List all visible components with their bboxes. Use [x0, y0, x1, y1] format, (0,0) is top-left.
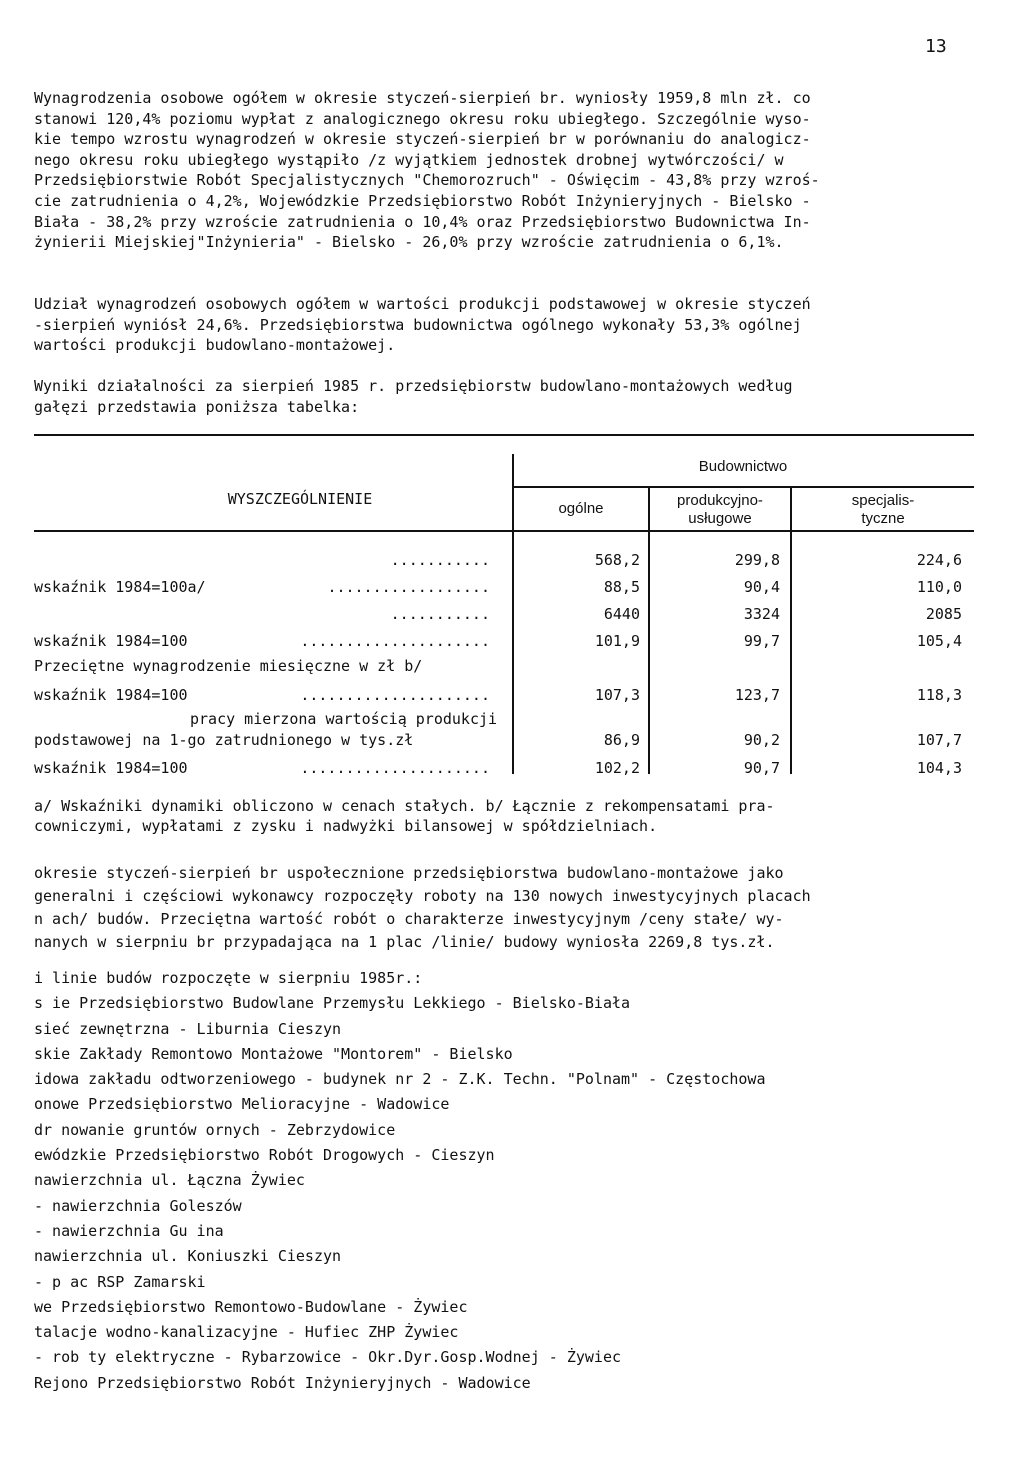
cell-value: 110,0	[916, 578, 962, 596]
cell-value: 224,6	[916, 551, 962, 569]
row-label: wskaźnik 1984=100	[34, 686, 188, 704]
cell-value: 86,9	[603, 731, 640, 749]
text-line: nanych w sierpniu br przypadająca na 1 plac /linie/ budowy wyniosła 2269,8 tys.zł.	[34, 933, 775, 951]
table-group-rule	[512, 486, 974, 488]
text-line: Wyniki działalności za sierpień 1985 r. przedsiębiorstw budowlano-montażowych według	[34, 377, 793, 395]
cell-value: 88,5	[603, 578, 640, 596]
text-line: we Przedsiębiorstwo Remontowo-Budowlane - Żywiec	[34, 1297, 468, 1316]
cell-value: 3324	[743, 605, 780, 623]
text-line: - nawierzchnia Gu ina	[34, 1221, 224, 1240]
text-line: stanowi 120,4% poziomu wypłat z analogicznego okresu roku ubiegłego. Szczególnie wyso-	[34, 109, 811, 128]
text-line: generalni i częściowi wykonawcy rozpoczęły roboty na 130 nowych inwestycyjnych placach	[34, 887, 811, 905]
text-line: sieć zewnętrzna - Liburnia Cieszyn	[34, 1019, 342, 1038]
cell-value: 105,4	[916, 632, 962, 650]
cell-value: 123,7	[734, 686, 780, 704]
text-line: - p ac RSP Zamarski	[34, 1272, 206, 1291]
text-line: żynierii Miejskiej"Inżynieria" - Bielsko - 26,0% przy wzroście zatrudnienia o 6,1%.	[34, 233, 784, 252]
header-produkcyjno-uslugowe: produkcyjno- usługowe	[677, 492, 763, 527]
text-line: talacje wodno-kanalizacyjne - Hufiec ZHP Żywiec	[34, 1323, 459, 1342]
cell-value: 90,7	[743, 759, 780, 777]
row-label: wskaźnik 1984=100	[34, 632, 188, 650]
page-number: 13	[925, 36, 947, 57]
row-label: podstawowej na 1-go zatrudnionego w tys.zł	[34, 731, 414, 749]
header-wyszczegolnienie: WYSZCZEGÓLNIENIE	[227, 490, 373, 508]
text-line: n ach/ budów. Przeciętna wartość robót o charakterze inwestycyjnym /ceny stałe/ wy-	[34, 910, 784, 928]
row-leader-dots: .....................	[300, 686, 490, 704]
cell-value: 104,3	[916, 759, 962, 777]
row-leader-dots: ...........	[390, 605, 490, 623]
header-budownictwo: Budownictwo	[698, 458, 788, 475]
cell-value: 568,2	[594, 551, 640, 569]
text-line: kie tempo wzrostu wynagrodzeń w okresie styczeń-sierpień br w porównaniu do analogicz-	[34, 130, 811, 149]
row-leader-dots: ..................	[327, 578, 490, 596]
text-line: Wynagrodzenia osobowe ogółem w okresie styczeń-sierpień br. wyniosły 1959,8 mln zł. co	[34, 89, 811, 107]
cell-value: 99,7	[743, 632, 780, 650]
cell-value: 101,9	[594, 632, 640, 650]
row-label: wskaźnik 1984=100a/	[34, 578, 206, 596]
text-line: okresie styczeń-sierpień br uspołecznione przedsiębiorstwa budowlano-montażowe jako	[34, 864, 784, 882]
text-line: i linie budów rozpoczęte w sierpniu 1985r.:	[34, 969, 423, 987]
header-ogolne: ogólne	[558, 500, 604, 517]
text-line: onowe Przedsiębiorstwo Melioracyjne - Wadowice	[34, 1095, 450, 1114]
text-line: s ie Przedsiębiorstwo Budowlane Przemysłu Lekkiego - Bielsko-Biała	[34, 994, 631, 1013]
text-line: - nawierzchnia Goleszów	[34, 1196, 242, 1215]
paragraph-new-sites	[34, 862, 811, 954]
text-line: nawierzchnia ul. Łączna Żywiec	[34, 1171, 305, 1190]
text-line: nego okresu roku ubiegłego wystąpiło /z wyjątkiem jednostek drobnej wytwórczości/ w	[34, 150, 784, 169]
text-line: cowniczymi, wypłatami z zysku i nadwyżki bilansowej w spółdzielniach.	[34, 817, 658, 835]
text-line: wartości produkcji budowlano-montażowej.	[34, 336, 396, 355]
text-line: -sierpień wyniósł 24,6%. Przedsiębiorstwa budownictwa ogólnego wykonały 53,3% ogólnej	[34, 315, 802, 334]
text-line: Przedsiębiorstwie Robót Specjalistycznych "Chemorozruch" - Oświęcim - 43,8% przy wzroś-	[34, 171, 820, 190]
cell-value: 107,3	[594, 686, 640, 704]
table-header-rule	[34, 530, 974, 532]
text-line: - rob ty elektryczne - Rybarzowice - Okr.Dyr.Gosp.Wodnej - Żywiec	[34, 1348, 621, 1367]
cell-value: 118,3	[916, 686, 962, 704]
text-line: cie zatrudnienia o 4,2%, Wojewódzkie Przedsiębiorstwo Robót Inżynieryjnych - Bielsko -	[34, 191, 811, 210]
row-label: wskaźnik 1984=100	[34, 759, 188, 777]
cell-value: 90,2	[743, 731, 780, 749]
text-line: Biała - 38,2% przy wzroście zatrudnienia o 10,4% oraz Przedsiębiorstwo Budownictwa In-	[34, 212, 811, 231]
cell-value: 299,8	[734, 551, 780, 569]
header-specjalistyczne: specjalis- tyczne	[851, 492, 915, 527]
cell-value: 6440	[603, 605, 640, 623]
paragraph-wages	[34, 88, 820, 253]
row-leader-dots: ...........	[390, 551, 490, 569]
table-top-rule	[34, 434, 974, 436]
text-line: Rejono Przedsiębiorstwo Robót Inżynieryjnych - Wadowice	[34, 1373, 531, 1392]
row-label: pracy mierzona wartością produkcji	[190, 710, 498, 728]
cell-value: 90,4	[743, 578, 780, 596]
row-leader-dots: .....................	[300, 759, 490, 777]
text-line: nawierzchnia ul. Koniuszki Cieszyn	[34, 1247, 342, 1266]
text-line: gałęzi przedstawia poniższa tabelka:	[34, 397, 360, 416]
row-label: Przeciętne wynagrodzenie miesięczne w zł b/	[34, 657, 423, 675]
text-line: idowa zakładu odtworzeniowego - budynek nr 2 - Z.K. Techn. "Polnam" - Częstochowa	[34, 1070, 766, 1089]
paragraph-wage-share	[34, 294, 811, 356]
paragraph-table-intro	[34, 376, 793, 417]
text-line: skie Zakłady Remontowo Montażowe "Montorem" - Bielsko	[34, 1044, 513, 1063]
cell-value: 2085	[925, 605, 962, 623]
footnotes	[34, 796, 775, 836]
text-line: Udział wynagrodzeń osobowych ogółem w wartości produkcji podstawowej w okresie styczeń	[34, 295, 811, 313]
cell-value: 102,2	[594, 759, 640, 777]
text-line: dr nowanie gruntów ornych - Zebrzydowice	[34, 1120, 396, 1139]
row-leader-dots: .....................	[300, 632, 490, 650]
text-line: a/ Wskaźniki dynamiki obliczono w cenach stałych. b/ Łącznie z rekompensatami pra-	[34, 797, 775, 815]
site-list	[34, 966, 766, 1396]
cell-value: 107,7	[916, 731, 962, 749]
text-line: ewódzkie Przedsiębiorstwo Robót Drogowych - Cieszyn	[34, 1146, 495, 1165]
